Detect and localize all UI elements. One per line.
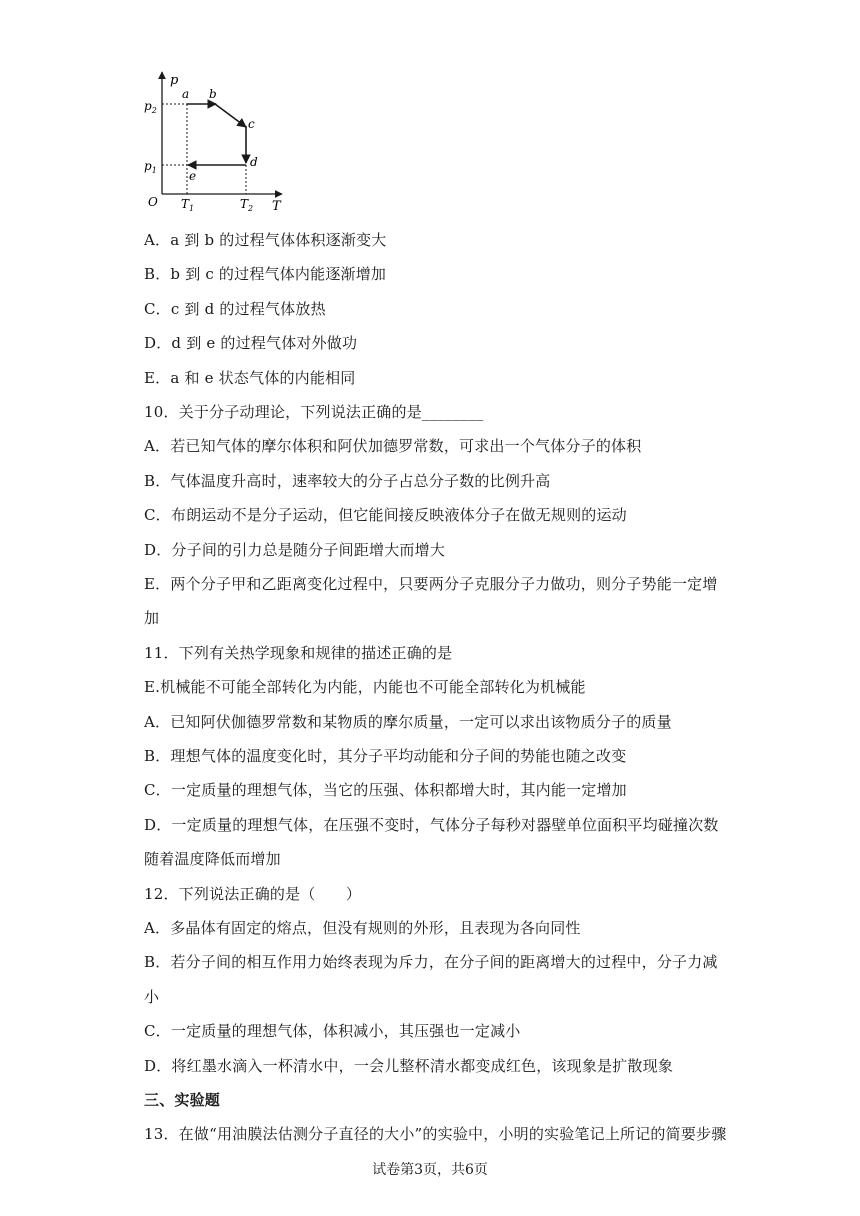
label-p2: $p_2$ — [144, 99, 157, 115]
text-line: A．多晶体有固定的熔点，但没有规则的外形，且表现为各向同性 — [144, 919, 581, 937]
page-footer: 试卷第3页，共6页 — [372, 1162, 488, 1178]
text-line: C．布朗运动不是分子运动，但它能间接反映液体分子在做无规则的运动 — [144, 506, 627, 525]
text-line: C．一定质量的理想气体，当它的压强、体积都增大时，其内能一定增加 — [144, 781, 627, 800]
text-line: A．a 到 b 的过程气体体积逐渐变大 — [144, 231, 387, 249]
text-line: C．一定质量的理想气体，体积减小，其压强也一定减小 — [144, 1022, 521, 1041]
label-origin: O — [148, 195, 158, 209]
label-T1: $T_1$ — [181, 197, 195, 213]
label-point-a: a — [182, 87, 190, 101]
label-point-e: e — [189, 169, 197, 183]
text-line: 随着温度降低而增加 — [144, 850, 281, 869]
text-line: A．若已知气体的摩尔体积和阿伏加德罗常数，可求出一个气体分子的体积 — [144, 437, 642, 456]
text-line: 加 — [144, 609, 160, 628]
text-line: D．将红墨水滴入一杯清水中，一会儿整杯清水都变成红色，该现象是扩散现象 — [144, 1056, 674, 1075]
text-line: B．理想气体的温度变化时，其分子平均动能和分子间的势能也随之改变 — [144, 747, 627, 765]
text-line: E.机械能不可能全部转化为内能，内能也不可能全部转化为机械能 — [144, 678, 586, 697]
text-line: B．b 到 c 的过程气体内能逐渐增加 — [144, 265, 387, 284]
label-t-axis: T — [272, 199, 281, 214]
label-point-c: c — [248, 117, 255, 131]
label-p1: $p_1$ — [144, 159, 157, 175]
label-p-axis: p — [170, 73, 179, 88]
text-line: B．气体温度升高时，速率较大的分子占总分子数的比例升高 — [144, 471, 551, 490]
text-line: 10．关于分子动理论，下列说法正确的是________ — [144, 403, 484, 421]
text-line: A．已知阿伏伽德罗常数和某物质的摩尔质量，一定可以求出该物质分子的质量 — [144, 712, 672, 731]
text-line: C．c 到 d 的过程气体放热 — [144, 299, 326, 318]
text-line: 小 — [144, 987, 160, 1006]
text-line: E．两个分子甲和乙距离变化过程中，只要两分子克服分子力做功，则分子势能一定增 — [144, 575, 718, 593]
text-line: 13．在做“用油膜法估测分子直径的大小”的实验中，小明的实验笔记上所记的简要步骤 — [144, 1125, 727, 1144]
label-point-d: d — [250, 155, 258, 169]
text-line: D．d 到 e 的过程气体对外做功 — [144, 334, 358, 353]
text-line: D．一定质量的理想气体，在压强不变时，气体分子每秒对器壁单位面积平均碰撞次数 — [144, 815, 719, 834]
text-line: 12．下列说法正确的是（ ） — [144, 884, 362, 903]
section-heading: 三、实验题 — [144, 1091, 221, 1109]
label-T2: $T_2$ — [240, 197, 254, 213]
text-line: E．a 和 e 状态气体的内能相同 — [144, 368, 356, 387]
path-b-c — [215, 104, 246, 127]
text-line: B．若分子间的相互作用力始终表现为斥力，在分子间的距离增大的过程中，分子力减 — [144, 953, 718, 972]
label-point-b: b — [209, 87, 217, 101]
text-line: D．分子间的引力总是随分子间距增大而增大 — [144, 540, 446, 559]
p-T-diagram — [140, 66, 290, 216]
text-line: 11．下列有关热学现象和规律的描述正确的是 — [144, 643, 453, 662]
